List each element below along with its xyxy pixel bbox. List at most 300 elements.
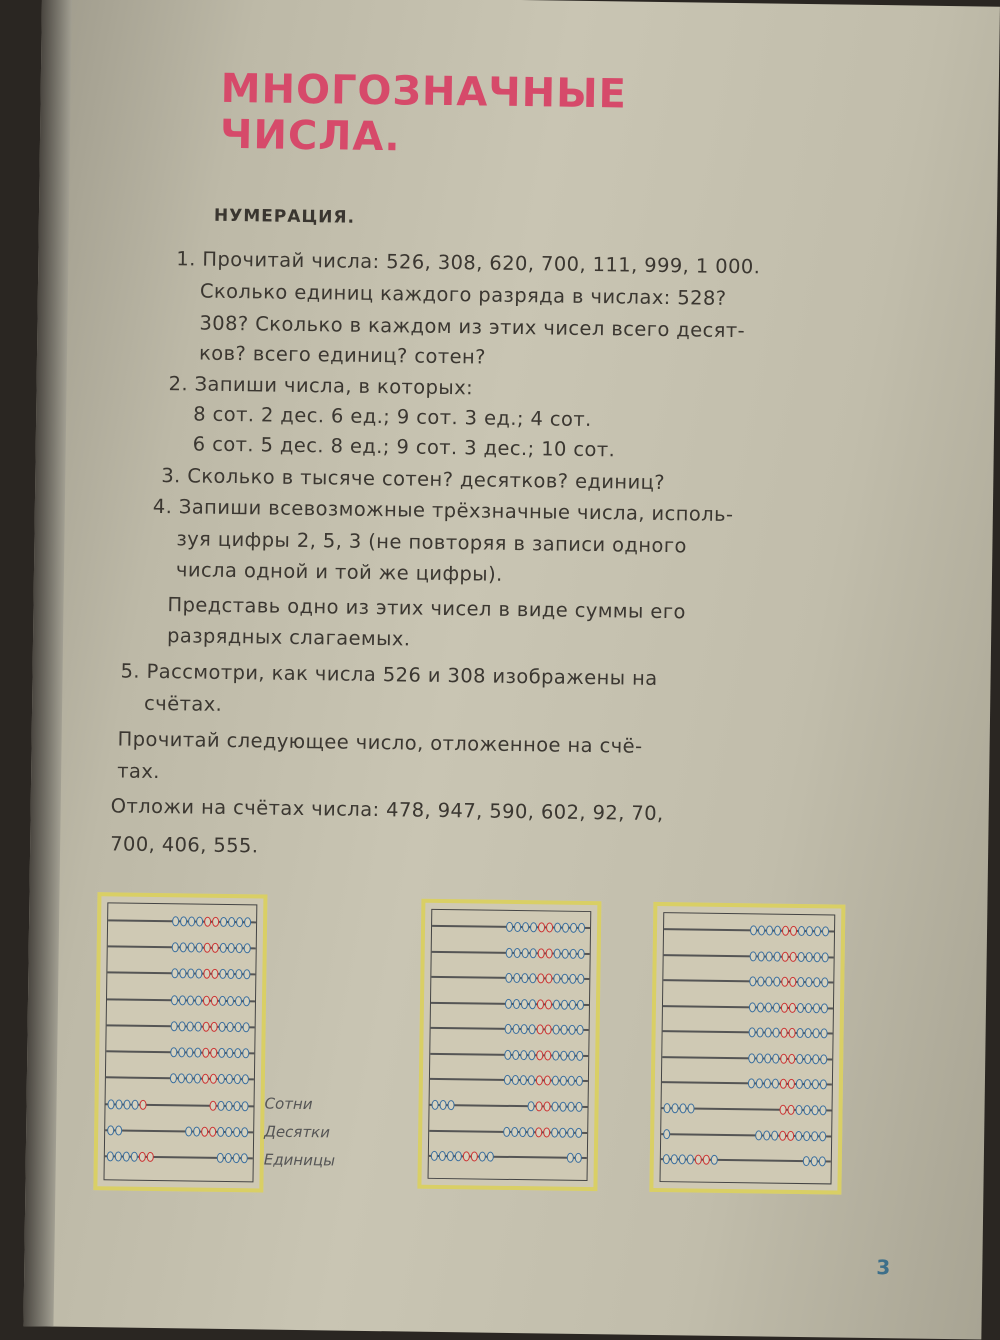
text-line: счётах. [143, 691, 223, 716]
abacus-bead [178, 1074, 185, 1084]
abacus-bead [219, 996, 226, 1006]
abacus-bead [479, 1152, 486, 1162]
abacus-bead [806, 952, 813, 962]
abacus-bead [561, 1025, 568, 1035]
abacus-bead [512, 1075, 519, 1085]
abacus-bead [236, 917, 243, 927]
abacus-bead [663, 1129, 670, 1139]
abacus-bead [505, 999, 512, 1009]
abacus-bead [218, 1048, 225, 1058]
abacus-bead [529, 999, 536, 1009]
abacus-bead [567, 1102, 574, 1112]
abacus-bead [513, 1024, 520, 1034]
abacus-bead [212, 917, 219, 927]
abacus-bead [201, 1127, 208, 1137]
abacus-bead [749, 977, 756, 987]
abacus-bead [569, 974, 576, 984]
abacus-bead [513, 999, 520, 1009]
abacus-bead [765, 977, 772, 987]
abacus-bead [559, 1102, 566, 1112]
abacus-bead [519, 1127, 526, 1137]
abacus-bead [529, 1025, 536, 1035]
abacus-bead [179, 969, 186, 979]
abacus-bead [227, 969, 234, 979]
text-line: зуя цифры 2, 5, 3 (не повторяя в записи одного [176, 527, 687, 558]
abacus-bead [528, 1076, 535, 1086]
abacus-bead [787, 1105, 794, 1115]
abacus-bead [553, 1025, 560, 1035]
text-line: ков? всего единиц? сотен? [198, 341, 487, 369]
abacus-bead [687, 1103, 694, 1113]
abacus-bead [757, 1002, 764, 1012]
abacus-bead [822, 952, 829, 962]
abacus-bead [763, 1130, 770, 1140]
abacus-bead [577, 974, 584, 984]
abacus-bead [545, 1025, 552, 1035]
abacus-bead [570, 923, 577, 933]
abacus-bead [514, 922, 521, 932]
abacus-bead [748, 1053, 755, 1063]
abacus-bead [210, 1048, 217, 1058]
abacus-bead [195, 969, 202, 979]
text-line: 4. Запиши всевозможные трёхзначные числа, исполь- [152, 494, 734, 527]
abacus-bead [243, 1022, 250, 1032]
abacus-bead [218, 1074, 225, 1084]
abacus-bead [780, 1054, 787, 1064]
abacus-bead [194, 1074, 201, 1084]
abacus-bead [211, 995, 218, 1005]
abacus-bead [788, 1079, 795, 1089]
abacus-bead [196, 916, 203, 926]
abacus-bead [504, 1075, 511, 1085]
abacus-bead [562, 923, 569, 933]
abacus-bead [139, 1152, 146, 1162]
abacus-bead [804, 1080, 811, 1090]
abacus-bead [439, 1100, 446, 1110]
abacus-bead [235, 996, 242, 1006]
abacus-bead [235, 1022, 242, 1032]
abacus-bead [758, 951, 765, 961]
abacus-bead [107, 1125, 114, 1135]
abacus-bead [781, 1003, 788, 1013]
abacus-bead [203, 1022, 210, 1032]
abacus-bead [195, 1021, 202, 1031]
abacus-bead [530, 948, 537, 958]
abacus-bead [553, 974, 560, 984]
abacus-bead [220, 943, 227, 953]
abacus-bead [803, 1156, 810, 1166]
abacus-bead [551, 1127, 558, 1137]
abacus-bead [814, 926, 821, 936]
book-binding [23, 0, 72, 1327]
abacus-bead [749, 1028, 756, 1038]
abacus-bead [773, 1002, 780, 1012]
abacus-bead [787, 1130, 794, 1140]
abacus-bead [764, 1053, 771, 1063]
abacus-bead [203, 969, 210, 979]
abacus-bead [242, 1048, 249, 1058]
abacus-bead [811, 1105, 818, 1115]
abacus-bead [577, 1025, 584, 1035]
abacus-bead [543, 1101, 550, 1111]
abacus-bead [663, 1154, 670, 1164]
abacus-bead [679, 1154, 686, 1164]
abacus-bead [796, 1054, 803, 1064]
abacus-bead [202, 1074, 209, 1084]
abacus-bead [179, 1021, 186, 1031]
abacus-bead [805, 1003, 812, 1013]
abacus-bead [193, 1127, 200, 1137]
abacus-bead [520, 1050, 527, 1060]
abacus-bead [773, 977, 780, 987]
text-line: Прочитай следующее число, отложенное на счё- [117, 727, 643, 758]
abacus-bead [219, 969, 226, 979]
abacus-bead [236, 943, 243, 953]
abacus-bead [819, 1131, 826, 1141]
abacus-bead [234, 1075, 241, 1085]
abacus-bead [521, 973, 528, 983]
abacus-bead [187, 969, 194, 979]
abacus-bead [755, 1130, 762, 1140]
abacus-bead [180, 916, 187, 926]
abacus-bead [811, 1131, 818, 1141]
abacus-bead [545, 974, 552, 984]
abacus-bead [107, 1099, 114, 1109]
abacus-bead [803, 1105, 810, 1115]
abacus-bead [504, 1050, 511, 1060]
abacus-bead [757, 977, 764, 987]
abacus-bead [210, 1074, 217, 1084]
abacus-bead [179, 995, 186, 1005]
abacus-bead [576, 1051, 583, 1061]
abacus-bead [781, 1028, 788, 1038]
abacus-bead [455, 1151, 462, 1161]
abacus-bead [803, 1131, 810, 1141]
text-line: числа одной и той же цифры). [175, 558, 503, 586]
section-heading: НУМЕРАЦИЯ. [213, 205, 356, 228]
abacus-bead [171, 1021, 178, 1031]
abacus-bead [773, 1028, 780, 1038]
abacus-bead [813, 1003, 820, 1013]
text-line: тах. [117, 759, 161, 784]
page-number: 3 [876, 1255, 891, 1280]
abacus-bead [537, 999, 544, 1009]
abacus-bead [813, 1029, 820, 1039]
abacus-bead [821, 978, 828, 988]
abacus-bead [123, 1152, 130, 1162]
abacus-bead [172, 942, 179, 952]
abacus-bead [147, 1152, 154, 1162]
abacus-bead [789, 1003, 796, 1013]
abacus-bead [211, 969, 218, 979]
abacus-bead [226, 1074, 233, 1084]
text-line: 3. Сколько в тысяче сотен? десятков? единиц? [161, 464, 666, 495]
abacus-bead [797, 1003, 804, 1013]
abacus-bead [187, 1021, 194, 1031]
abacus-bead [511, 1126, 518, 1136]
abacus-bead [551, 1102, 558, 1112]
abacus-bead [170, 1047, 177, 1057]
abacus-bead [774, 951, 781, 961]
abacus-bead [203, 995, 210, 1005]
abacus-bead [789, 1028, 796, 1038]
abacus-bead [202, 1048, 209, 1058]
abacus-bead [788, 1054, 795, 1064]
abacus-bead [194, 1048, 201, 1058]
abacus-bead [241, 1127, 248, 1137]
abacus-bead [185, 1126, 192, 1136]
abacus-bead [575, 1102, 582, 1112]
abacus-bead [225, 1127, 232, 1137]
abacus-bead [568, 1076, 575, 1086]
abacus-bead [771, 1130, 778, 1140]
abacus-bead [243, 996, 250, 1006]
abacus-bead [756, 1079, 763, 1089]
abacus-bead [131, 1152, 138, 1162]
abacus-bead [538, 948, 545, 958]
abacus-bead [220, 917, 227, 927]
abacus-bead [779, 1105, 786, 1115]
abacus-bead [750, 951, 757, 961]
book-page [23, 0, 1000, 1340]
abacus-bead [506, 948, 513, 958]
abacus-bead [503, 1126, 510, 1136]
abacus-bead [521, 1025, 528, 1035]
abacus-bead [811, 1156, 818, 1166]
abacus-bead [535, 1127, 542, 1137]
abacus-bead [766, 951, 773, 961]
abacus-bead [447, 1100, 454, 1110]
abacus-bead [781, 977, 788, 987]
abacus-bead [514, 948, 521, 958]
abacus-bead [772, 1079, 779, 1089]
abacus-bead [748, 1079, 755, 1089]
abacus-bead [790, 926, 797, 936]
abacus-bead [577, 1000, 584, 1010]
abacus-bead [567, 1127, 574, 1137]
abacus-bead [123, 1099, 130, 1109]
abacus-bead [569, 1000, 576, 1010]
abacus-bead [560, 1076, 567, 1086]
abacus-bead [115, 1152, 122, 1162]
abacus-bead [211, 1022, 218, 1032]
abacus-bead [217, 1153, 224, 1163]
abacus-bead [235, 969, 242, 979]
abacus-bead [528, 1050, 535, 1060]
abacus-read [649, 902, 845, 1195]
abacus-bead [139, 1100, 146, 1110]
abacus-bead [671, 1103, 678, 1113]
text-line: 2. Запиши числа, в которых: [168, 372, 474, 400]
abacus-bead [196, 943, 203, 953]
abacus-308 [417, 899, 601, 1191]
abacus-bead [805, 977, 812, 987]
abacus-bead [170, 1074, 177, 1084]
abacus-bead [217, 1127, 224, 1137]
abacus-bead [522, 922, 529, 932]
abacus-bead [225, 1101, 232, 1111]
text-line: 308? Сколько в каждом из этих чисел всего десят- [199, 311, 746, 343]
abacus-bead [244, 917, 251, 927]
abacus-bead [225, 1153, 232, 1163]
abacus-bead [560, 1051, 567, 1061]
abacus-bead [463, 1151, 470, 1161]
abacus-bead [821, 1003, 828, 1013]
abacus-bead [552, 1050, 559, 1060]
abacus-bead [798, 926, 805, 936]
abacus-bead [750, 926, 757, 936]
abacus-bead [172, 916, 179, 926]
abacus-bead [812, 1054, 819, 1064]
abacus-bead [576, 1076, 583, 1086]
abacus-bead [561, 1000, 568, 1010]
page-title: МНОГОЗНАЧНЫЕ ЧИСЛА. [219, 65, 628, 161]
abacus-bead [234, 1048, 241, 1058]
abacus-bead [562, 948, 569, 958]
abacus-bead [813, 978, 820, 988]
abacus-bead [131, 1099, 138, 1109]
text-line: 1. Прочитай числа: 526, 308, 620, 700, 111, 999, 1 000. [176, 247, 761, 279]
abacus-bead [188, 916, 195, 926]
abacus-bead [812, 1080, 819, 1090]
abacus-bead [559, 1127, 566, 1137]
abacus-bead [536, 1076, 543, 1086]
abacus-bead [711, 1155, 718, 1165]
abacus-bead [527, 1101, 534, 1111]
abacus-bead [487, 1152, 494, 1162]
abacus-bead [431, 1151, 438, 1161]
abacus-bead [671, 1154, 678, 1164]
abacus-bead [506, 922, 513, 932]
label-hundreds: Сотни [264, 1094, 313, 1114]
text-line: Отложи на счётах числа: 478, 947, 590, 602, 92, 70, [110, 794, 664, 826]
abacus-bead [512, 1050, 519, 1060]
abacus-bead [820, 1080, 827, 1090]
abacus-bead [171, 969, 178, 979]
abacus-bead [554, 923, 561, 933]
abacus-bead [505, 973, 512, 983]
abacus-bead [774, 926, 781, 936]
abacus-bead [522, 948, 529, 958]
abacus-bead [804, 1054, 811, 1064]
abacus-bead [821, 1029, 828, 1039]
abacus-bead [805, 1028, 812, 1038]
abacus-bead [115, 1099, 122, 1109]
abacus-bead [204, 916, 211, 926]
abacus-bead [527, 1127, 534, 1137]
abacus-bead [765, 1028, 772, 1038]
label-units: Единицы [263, 1150, 336, 1170]
abacus-bead [520, 1076, 527, 1086]
abacus-bead [779, 1130, 786, 1140]
abacus-bead [530, 923, 537, 933]
abacus-bead [567, 1153, 574, 1163]
abacus-bead [568, 1051, 575, 1061]
abacus-bead [241, 1101, 248, 1111]
abacus-bead [820, 1054, 827, 1064]
abacus-bead [171, 995, 178, 1005]
abacus-bead [226, 1048, 233, 1058]
abacus-bead [447, 1151, 454, 1161]
abacus-bead [545, 999, 552, 1009]
abacus-bead [241, 1154, 248, 1164]
abacus-bead [228, 917, 235, 927]
abacus-bead [537, 1025, 544, 1035]
abacus-bead [758, 926, 765, 936]
abacus-bead [570, 949, 577, 959]
abacus-bead [115, 1125, 122, 1135]
abacus-bead [431, 1100, 438, 1110]
abacus-bead [227, 996, 234, 1006]
abacus-bead [575, 1153, 582, 1163]
abacus-526 [93, 892, 267, 1192]
abacus-bead [209, 1101, 216, 1111]
text-line: 6 сот. 5 дес. 8 ед.; 9 сот. 3 дес.; 10 сот. [192, 432, 616, 462]
abacus-bead [544, 1076, 551, 1086]
text-line: Сколько единиц каждого разряда в числах: 528? [199, 279, 727, 310]
text-line: 5. Рассмотри, как числа 526 и 308 изображены на [120, 659, 658, 690]
abacus-bead [546, 923, 553, 933]
abacus-bead [188, 942, 195, 952]
abacus-bead [471, 1151, 478, 1161]
abacus-bead [553, 999, 560, 1009]
abacus-bead [242, 1075, 249, 1085]
abacus-bead [766, 926, 773, 936]
abacus-bead [219, 1022, 226, 1032]
abacus-bead [513, 973, 520, 983]
text-line: Представь одно из этих чисел в виде суммы его [167, 593, 686, 624]
abacus-bead [790, 952, 797, 962]
abacus-bead [782, 952, 789, 962]
abacus-bead [819, 1105, 826, 1115]
abacus-bead [536, 1050, 543, 1060]
abacus-bead [756, 1053, 763, 1063]
abacus-bead [695, 1155, 702, 1165]
abacus-bead [561, 974, 568, 984]
abacus-bead [195, 995, 202, 1005]
abacus-bead [227, 1022, 234, 1032]
abacus-bead [233, 1127, 240, 1137]
abacus-bead [679, 1103, 686, 1113]
text-line: 700, 406, 555. [110, 832, 259, 858]
text-line: 8 сот. 2 дес. 6 ед.; 9 сот. 3 ед.; 4 сот. [193, 402, 592, 432]
abacus-bead [209, 1127, 216, 1137]
abacus-bead [186, 1048, 193, 1058]
abacus-bead [782, 926, 789, 936]
abacus-bead [789, 977, 796, 987]
abacus-bead [178, 1048, 185, 1058]
abacus-bead [187, 995, 194, 1005]
abacus-bead [544, 1050, 551, 1060]
abacus-bead [233, 1101, 240, 1111]
abacus-bead [578, 949, 585, 959]
abacus-bead [663, 1103, 670, 1113]
abacus-bead [244, 943, 251, 953]
text-line: разрядных слагаемых. [166, 624, 411, 651]
abacus-bead [107, 1152, 114, 1162]
abacus-bead [780, 1079, 787, 1089]
abacus-bead [537, 974, 544, 984]
abacus-bead [552, 1076, 559, 1086]
abacus-bead [212, 943, 219, 953]
abacus-bead [569, 1025, 576, 1035]
abacus-bead [822, 927, 829, 937]
abacus-bead [521, 999, 528, 1009]
abacus-bead [180, 942, 187, 952]
abacus-bead [204, 943, 211, 953]
abacus-bead [749, 1002, 756, 1012]
abacus-bead [233, 1153, 240, 1163]
